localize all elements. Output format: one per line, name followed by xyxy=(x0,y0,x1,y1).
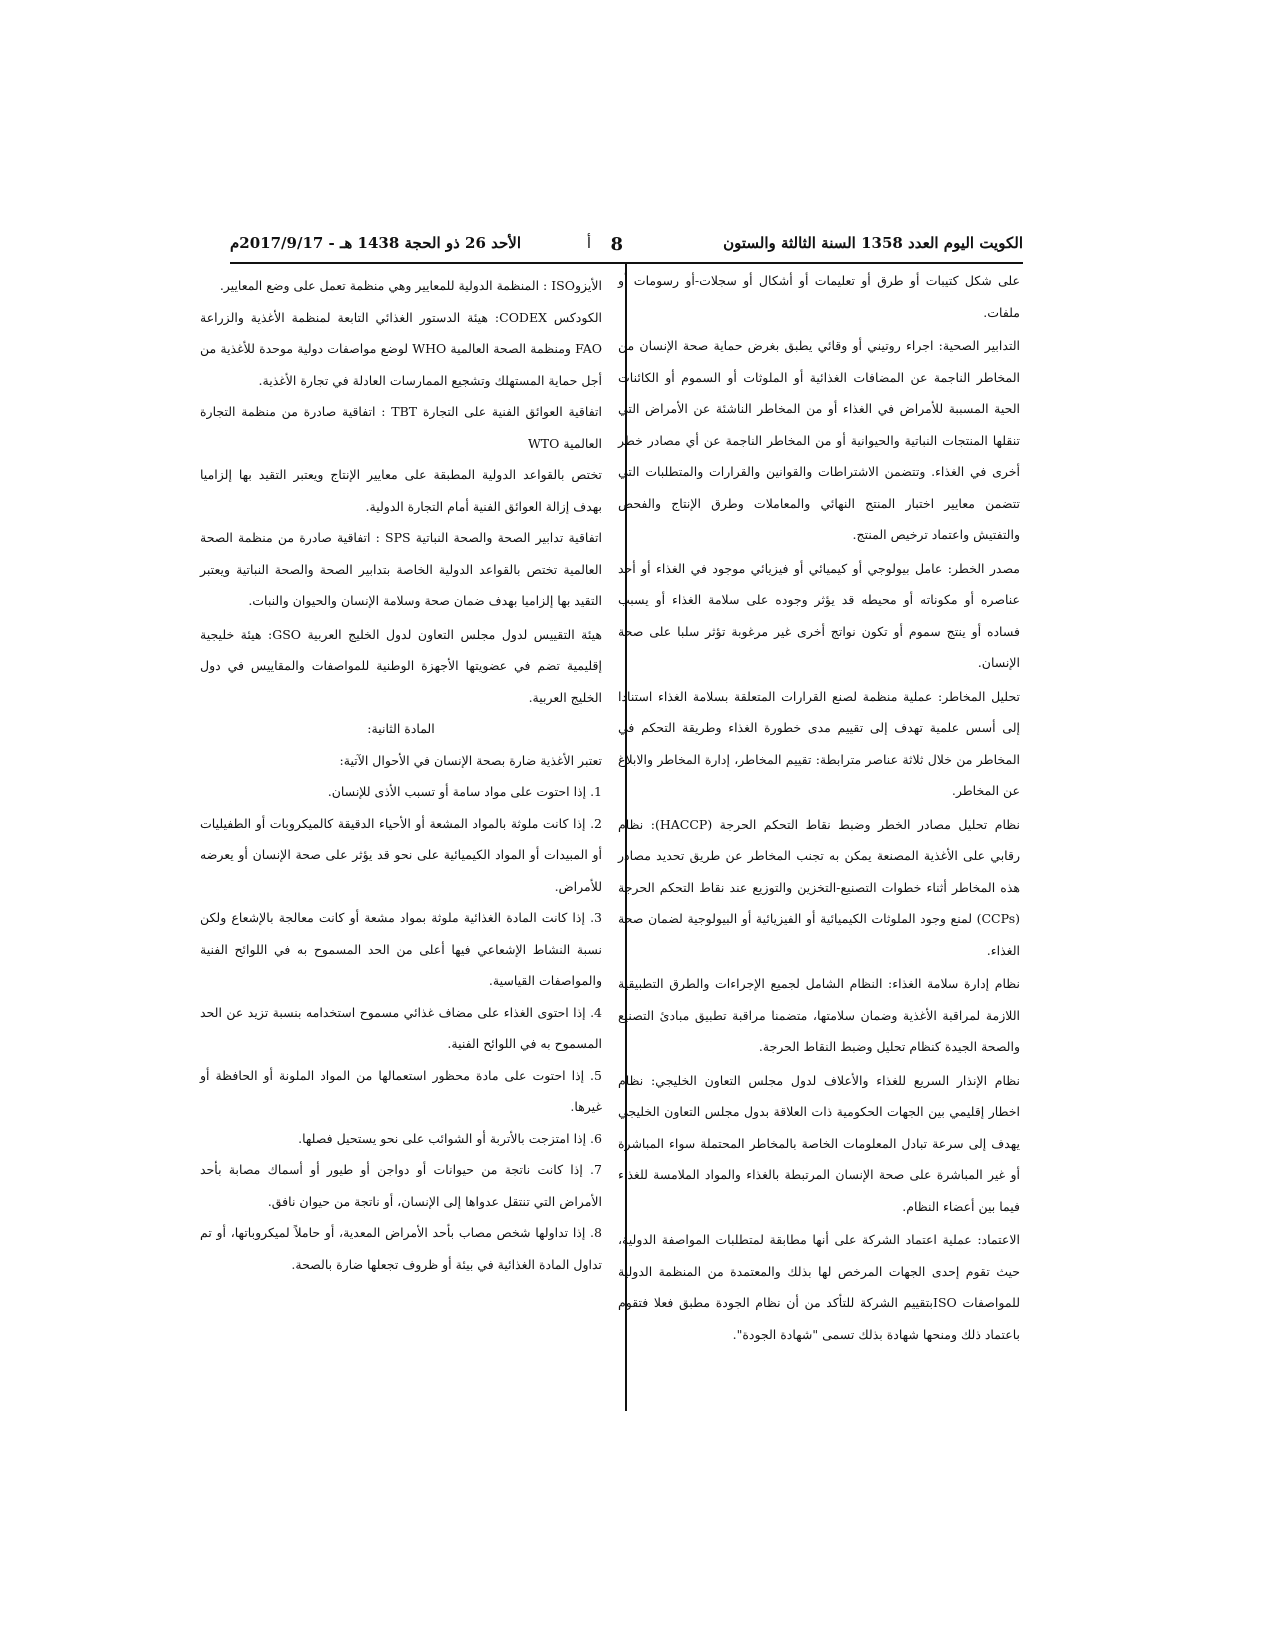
definition-food-safety-system: نظام إدارة سلامة الغذاء: النظام الشامل لجميع الإجراءات والطرق التطبيقية اللازمة لمراقبة الأغذية وضمان سلامتها، متضمنا مراقبة تطبيق مبادئ التصنيع والصحة الجيدة كنظام تحليل وضبط النقاط الحرجة. xyxy=(618,976,1020,1054)
paragraph: على شكل كتيبات أو طرق أو تعليمات أو أشكال أو سجلات-أو رسومات أو ملفات. xyxy=(618,273,1020,320)
definition-haccp: نظام تحليل مصادر الخطر وضبط نقاط التحكم الحرجة (HACCP): نظام رقابي على الأغذية المصنعة يمكن به تجنب المخاطر عن طريق تحديد مصادر هذه المخاطر أثناء خطوات التصنيع-التخزين والتوزيع عند نقاط التحكم الحرجة (CCPs) لمنع وجود الملوثات الكيميائية أو الفيزيائية أو البيولوجية لضمان صحة الغذاء. xyxy=(618,816,1021,958)
list-item: 2. إذا كانت ملوثة بالمواد المشعة أو الأحياء الدقيقة كالميكروبات أو الطفيليات أو المبيدات أو المواد الكيميائية على نحو قد يؤثر على صحة الإنسان أو يعرضه للأمراض. xyxy=(200,815,602,894)
definition-sps: اتفاقية تدابير الصحة والصحة النباتية SPS : اتفاقية صادرة من منظمة الصحة العالمية تختص بالقواعد الدولية الخاصة بتدابير الصحة والصحة النباتية ويعتبر التقيد بها إلزاميا بهدف ضمان صحة وسلامة الإنسان والحيوان والنبات. xyxy=(200,530,602,608)
definition-rapid-alert: نظام الإنذار السريع للغذاء والأعلاف لدول مجلس التعاون الخليجي: نظام اخطار إقليمي بين الجهات الحكومية ذات العلاقة بدول مجلس التعاون الخليجي يهدف إلى سرعة تبادل المعلومات الخاصة بالمخاطر المحتملة سواء المباشرة أو غير المباشرة على صحة الإنسان المرتبطة بالغذاء والمواد الملامسة للغذاء فيما بين أعضاء النظام. xyxy=(618,1072,1020,1214)
right-column xyxy=(618,265,1020,1350)
definition-codex: الكودكس CODEX: هيئة الدستور الغذائي التابعة لمنظمة الأغذية والزراعة FAO ومنظمة الصحة العالمية WHO لوضع مواصفات دولية موحدة للأغذية من أجل حماية المستهلك وتشجيع الممارسات العادلة في تجارة الأغذية. xyxy=(200,309,602,388)
publication-title: الكويت اليوم العدد 1358 السنة الثالثة والستون xyxy=(723,234,1023,252)
list-item: 6. إذا امتزجت بالأتربة أو الشوائب على نحو يستحيل فصلها. xyxy=(298,1130,602,1146)
definition-iso: الأيزوISO : المنظمة الدولية للمعايير وهي منظمة تعمل على وضع المعايير. xyxy=(219,278,602,293)
article-heading: المادة الثانية: xyxy=(367,721,435,736)
definition-hazard-source: مصدر الخطر: عامل بيولوجي أو كيميائي أو فيزيائي موجود في الغذاء أو أحد عناصره أو مكوناته أو محيطه قد يؤثر وجوده على سلامة الغذاء أو يسبب فساده أو ينتج سموم أو تكون نواتج أخرى غير مرغوبة تؤثر سلبا على صحة الإنسان. xyxy=(618,560,1020,670)
article-intro: تعتبر الأغذية ضارة بصحة الإنسان في الأحوال الآتية: xyxy=(339,752,602,768)
list-item: 3. إذا كانت المادة الغذائية ملوثة بمواد مشعة أو كانت معالجة بالإشعاع ولكن نسبة النشاط الإشعاعي فيها أعلى من الحد المسموح به في اللوائح الفنية والمواصفات القياسية. xyxy=(200,910,602,988)
list-item: 8. إذا تداولها شخص مصاب بأحد الأمراض المعدية، أو حاملاً لميكروباتها، أو تم تداول المادة الغذائية في بيئة أو ظروف تجعلها ضارة بالصحة. xyxy=(200,1225,602,1272)
left-column xyxy=(200,270,602,1280)
definition-tbt: اتفاقية العوائق الفنية على التجارة TBT : اتفاقية صادرة من منظمة التجارة العالمية WTO xyxy=(200,404,602,451)
list-item: 7. إذا كانت ناتجة من حيوانات أو دواجن أو طيور أو أسماك مصابة بأحد الأمراض التي تنتقل عدواها إلى الإنسان، أو ناتجة من حيوان نافق. xyxy=(200,1162,602,1209)
part-label: أ xyxy=(586,234,591,252)
definition-tbt-continued: تختص بالقواعد الدولية المطبقة على معايير الإنتاج ويعتبر التقيد بها إلزاميا بهدف إزالة العوائق الفنية أمام التجارة الدولية. xyxy=(200,467,602,514)
definition-health-measures: التدابير الصحية: اجراء روتيني أو وقائي يطبق بغرض حماية صحة الإنسان من المخاطر الناجمة عن المضافات الغذائية أو الملوثات أو السموم أو الكائنات الحية المسببة للأمراض في الغذاء أو من المخاطر الناشئة عن الأمراض التي تنقلها المنتجات النباتية والحيوانية أو من المخاطر الناجمة عن أي مصادر خطر أخرى في الغذاء. وتتضمن الاشتراطات والقوانين والقرارات والمتطلبات التي تتضمن معايير اختبار المنتج النهائي والمعاملات وطرق الإنتاج والفحص والتفتيش واعتماد ترخيص المنتج. xyxy=(618,338,1020,542)
issue-date: الأحد 26 ذو الحجة 1438 هـ - 2017/9/17م xyxy=(230,234,521,252)
page-header xyxy=(230,230,1023,260)
list-item: 5. إذا احتوت على مادة محظور استعمالها من المواد الملونة أو الحافظة أو غيرها. xyxy=(200,1067,602,1114)
definition-gso: هيئة التقييس لدول مجلس التعاون لدول الخليج العربية GSO: هيئة خليجية إقليمية تضم في عضويتها الأجهزة الوطنية للمواصفات والمقاييس في دول الخليج العربية. xyxy=(200,626,602,705)
page-number: 8 xyxy=(610,234,623,255)
list-item: 1. إذا احتوت على مواد سامة أو تسبب الأذى للإنسان. xyxy=(327,784,602,799)
definition-risk-analysis: تحليل المخاطر: عملية منظمة لصنع القرارات المتعلقة بسلامة الغذاء استنادا إلى أسس علمية تهدف إلى تقييم مدى خطورة الغذاء وطريقة التحكم في المخاطر من خلال ثلاثة عناصر مترابطة: تقييم المخاطر، إدارة المخاطر والابلاغ عن المخاطر. xyxy=(618,688,1020,798)
definition-accreditation: الاعتماد: عملية اعتماد الشركة على أنها مطابقة لمتطلبات المواصفة الدولية، حيث تقوم إحدى الجهات المرخص لها بذلك والمعتمدة من المنظمة الدولية للمواصفات ISOبتقييم الشركة للتأكد من أن نظام الجودة مطبق فعلا فتقوم باعتماد ذلك ومنحها شهادة بذلك تسمى "شهادة الجودة". xyxy=(618,1232,1021,1342)
list-item: 4. إذا احتوى الغذاء على مضاف غذائي مسموح استخدامه بنسبة تزيد عن الحد المسموح به في اللوائح الفنية. xyxy=(200,1004,602,1051)
